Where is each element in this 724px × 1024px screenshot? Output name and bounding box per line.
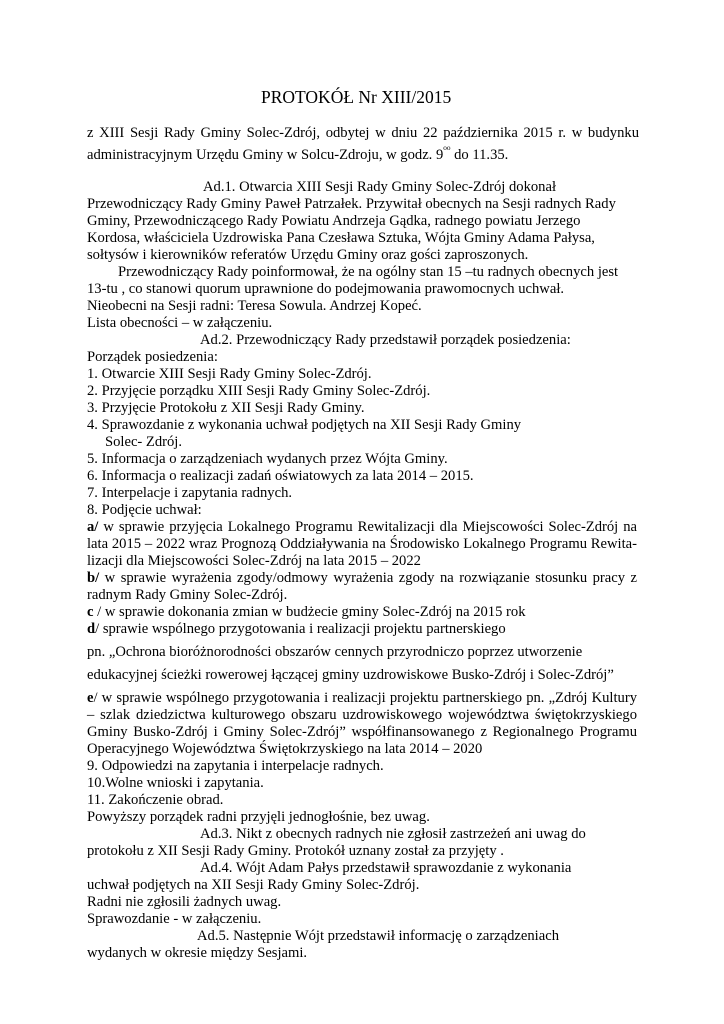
agenda-approval: Powyższy porządek radni przyjęli jednogłośnie, bez uwag. <box>87 809 430 825</box>
ad1-line: Kordosa, właściciela Uzdrowiska Pana Czesława Sztuka, Wójta Gminy Adama Pałysa, <box>87 230 595 246</box>
ad2-heading: Ad.2. Przewodniczący Rady przedstawił porządek posiedzenia: <box>200 332 571 348</box>
ad1-line: Nieobecni na Sesji radni: Teresa Sowula. Andrzej Kopeć. <box>87 298 422 314</box>
time-superscript: ⁰⁰ <box>443 145 451 155</box>
resolution-e-line: Gminy Busko-Zdrój i Gminy Solec-Zdrój” współfinansowanego z Regionalnego Programu <box>87 724 637 740</box>
ad1-line: Lista obecności – w załączeniu. <box>87 315 273 331</box>
agenda-item: 4. Sprawozdanie z wykonania uchwał podjętych na XII Sesji Rady Gminy <box>87 417 522 433</box>
ad5-line: Ad.5. Następnie Wójt przedstawił informację o zarządzeniach <box>197 928 559 944</box>
resolution-b-text: w sprawie wyrażenia zgody/odmowy wyrażenia zgody na rozwiązanie stosunku pracy z <box>99 570 637 586</box>
agenda-item: 10.Wolne wnioski i zapytania. <box>87 775 264 791</box>
ad5-line: wydanych w okresie między Sesjami. <box>87 945 308 961</box>
resolution-b-line <box>87 569 637 587</box>
ad1-line: Gminy, Przewodniczącego Rady Powiatu Andrzeja Gądka, radnego powiatu Jerzego <box>87 213 581 229</box>
resolution-d-text: / sprawie wspólnego przygotowania i realizacji projektu partnerskiego <box>95 621 506 637</box>
agenda-item: 5. Informacja o zarządzeniach wydanych przez Wójta Gminy. <box>87 451 448 467</box>
resolution-e-text: / w sprawie wspólnego przygotowania i realizacji projektu partnerskiego pn. „Zdrój Kultury <box>93 690 637 706</box>
resolution-a-text: w sprawie przyjęcia Lokalnego Programu Rewitalizacji dla Miejscowości Solec-Zdrój na <box>98 519 637 535</box>
ad3-line: Ad.3. Nikt z obecnych radnych nie zgłosił zastrzeżeń ani uwag do <box>200 826 586 842</box>
agenda-label: Porządek posiedzenia: <box>87 349 218 365</box>
ad1-line: Ad.1. Otwarcia XIII Sesji Rady Gminy Solec-Zdrój dokonał <box>203 179 557 195</box>
resolution-d-marker: d <box>87 621 96 637</box>
intro-line-2-end: do 11.35. <box>450 146 509 163</box>
resolution-c-line <box>87 603 526 621</box>
agenda-item: 11. Zakończenie obrad. <box>87 792 224 808</box>
resolution-a-line: lata 2015 – 2022 wraz Prognozą Oddziaływania na Środowisko Lokalnego Programu Rewita- <box>87 536 637 552</box>
ad1-line: 13-tu , co stanowi quorum uprawnione do podejmowania prawomocnych uchwał. <box>87 281 565 297</box>
resolution-d-line: pn. „Ochrona bioróżnorodności obszarów cennych przyrodniczo poprzez utworzenie <box>87 644 583 660</box>
agenda-item: 3. Przyjęcie Protokołu z XII Sesji Rady Gminy. <box>87 400 365 416</box>
ad4-line: Ad.4. Wójt Adam Pałys przedstawił sprawozdanie z wykonania <box>200 860 572 876</box>
intro-line-2-text: administracyjnym Urzędu Gminy w Solcu-Zdroju, w godz. 9 <box>87 146 444 163</box>
resolution-d-line: edukacyjnej ścieżki rowerowej łączącej gminy uzdrowiskowe Busko-Zdrój i Solec-Zdrój” <box>87 667 614 683</box>
ad4-line: Sprawozdanie - w załączeniu. <box>87 911 262 927</box>
ad1-line: sołtysów i kierowników referatów Urzędu Gminy oraz gości zaproszonych. <box>87 247 529 263</box>
ad4-line: uchwał podjętych na XII Sesji Rady Gminy Solec-Zdrój. <box>87 877 420 893</box>
agenda-item: 6. Informacja o realizacji zadań oświatowych za lata 2014 – 2015. <box>87 468 474 484</box>
resolution-d-line <box>87 620 506 638</box>
ad1-line: Przewodniczący Rady Gminy Paweł Patrzałek. Przywitał obecnych na Sesji radnych Rady <box>87 196 616 212</box>
agenda-item-continuation: Solec- Zdrój. <box>105 434 183 450</box>
resolution-b-marker: b/ <box>87 570 100 586</box>
resolution-a-marker: a/ <box>87 519 99 535</box>
resolution-e-line: Operacyjnego Województwa Świętokrzyskiego na lata 2014 – 2020 <box>87 741 483 757</box>
resolution-a-line: lizacji dla Miejscowości Solec-Zdrój na lata 2015 – 2022 <box>87 553 421 569</box>
resolution-e-line: – szlak dziedzictwa kulturowego obszaru uzdrowiskowego województwa świętokrzyskiego <box>87 707 637 723</box>
resolution-a-line <box>87 518 637 536</box>
resolution-e-line <box>87 689 637 707</box>
agenda-item: 7. Interpelacje i zapytania radnych. <box>87 485 293 501</box>
intro-line-1: z XIII Sesji Rady Gminy Solec-Zdrój, odbytej w dniu 22 października 2015 r. w budynku <box>87 125 639 141</box>
document-title: PROTOKÓŁ Nr XIII/2015 <box>261 87 452 107</box>
ad4-line: Radni nie zgłosili żadnych uwag. <box>87 894 282 910</box>
resolution-c-text: / w sprawie dokonania zmian w budżecie gminy Solec-Zdrój na 2015 rok <box>93 604 526 620</box>
intro-line-2 <box>87 141 508 164</box>
resolution-c-marker: c <box>87 604 94 620</box>
agenda-item: 2. Przyjęcie porządku XIII Sesji Rady Gminy Solec-Zdrój. <box>87 383 431 399</box>
agenda-item: 9. Odpowiedzi na zapytania i interpelacje radnych. <box>87 758 384 774</box>
ad1-line: Przewodniczący Rady poinformował, że na ogólny stan 15 –tu radnych obecnych jest <box>118 264 619 280</box>
agenda-item: 8. Podjęcie uchwał: <box>87 502 202 518</box>
resolution-b-line: radnym Rady Gminy Solec-Zdrój. <box>87 587 288 603</box>
resolution-e-marker: e <box>87 690 94 706</box>
agenda-item: 1. Otwarcie XIII Sesji Rady Gminy Solec-Zdrój. <box>87 366 372 382</box>
ad3-line: protokołu z XII Sesji Rady Gminy. Protokół uznany został za przyjęty . <box>87 843 504 859</box>
